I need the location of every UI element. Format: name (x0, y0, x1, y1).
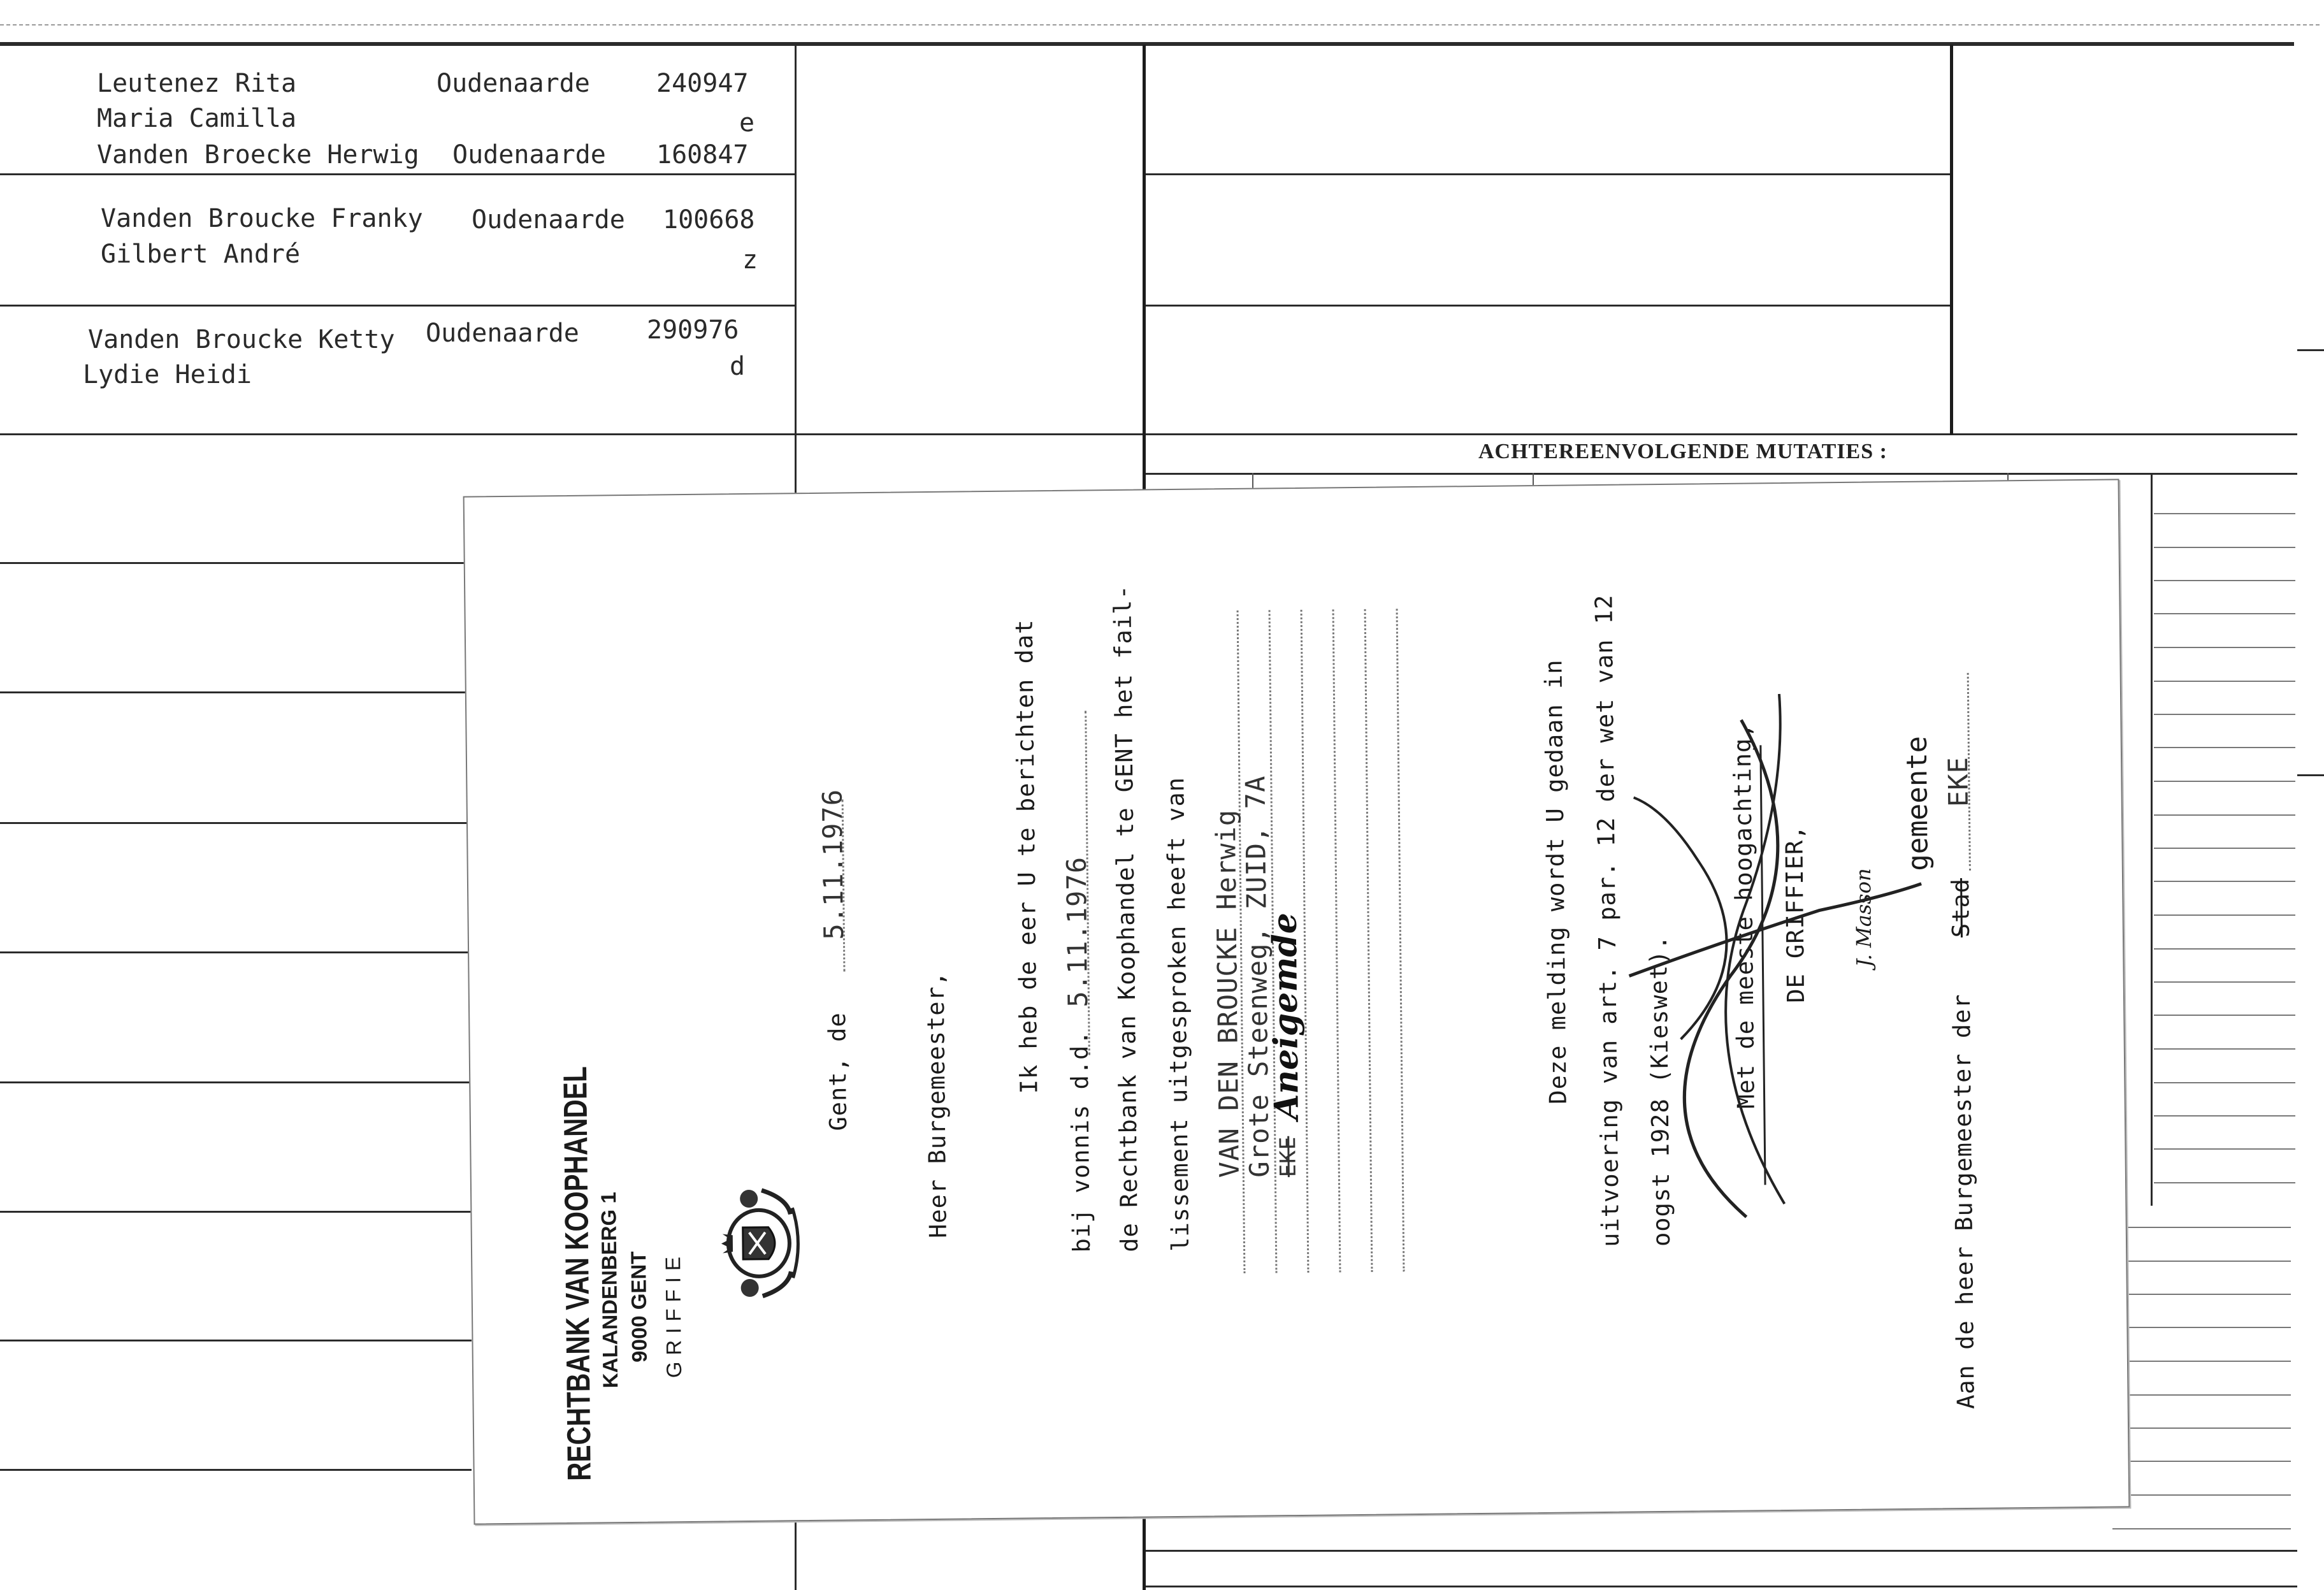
bankrupt-name: VAN DEN BROUCKE Herwig (1209, 809, 1245, 1178)
row-divider (0, 173, 797, 175)
row-divider (0, 691, 472, 693)
row-divider (0, 1211, 472, 1213)
row-divider (1144, 1586, 2297, 1587)
entry-place: Oudenaarde (437, 69, 590, 98)
entry-name: Vanden Broucke Ketty (88, 325, 395, 354)
entry-date: 290976 (647, 315, 739, 345)
entry-place: Oudenaarde (472, 205, 625, 235)
ledger-line (2112, 1394, 2291, 1396)
ledger-line (2112, 1361, 2291, 1362)
row-divider (0, 822, 472, 824)
ledger-line (2154, 580, 2295, 581)
entry-place: Oudenaarde (452, 140, 606, 170)
column-line (1950, 45, 1953, 435)
addressee-struck: Stad (1947, 878, 1975, 938)
ledger-line (2154, 914, 2295, 916)
ledger-line (2112, 1461, 2291, 1462)
entry-code: z (742, 245, 758, 275)
row-divider (1144, 173, 1950, 175)
handwritten-signature-icon (1550, 667, 1938, 1245)
ledger-line (2112, 1427, 2291, 1429)
entry-name: Vanden Broecke Herwig (97, 140, 419, 170)
signatory-name: J. Masson (1851, 868, 1877, 967)
court-street: KALANDENBERG 1 (596, 1192, 623, 1389)
ledger-line (2154, 647, 2295, 648)
row-divider (1144, 1550, 2297, 1552)
entry-code: e (739, 108, 755, 138)
ledger-line (2112, 1327, 2291, 1328)
signatory-title: DE GRIFFIER, (1780, 825, 1810, 1004)
addressee-value: EKE (1942, 756, 1974, 807)
court-notice (463, 479, 2130, 1524)
row-divider (0, 1081, 472, 1083)
body-line-2-prefix: bij vonnis d.d. (1065, 1030, 1096, 1253)
notice-line-1: Deze melding wordt U gedaan in (1540, 659, 1572, 1104)
ledger-line (2154, 747, 2295, 748)
entry-name: Lydie Heidi (83, 360, 252, 389)
court-city: 9000 GENT (626, 1251, 651, 1363)
ledger-line (2154, 1182, 2295, 1183)
addressee-gemeente: gemeente (1900, 735, 1935, 872)
margin-mark (2297, 349, 2324, 351)
fill-dotline (1396, 609, 1405, 1271)
verdict-date-value: 5.11.1976 (1060, 856, 1094, 1008)
ledger-line (2154, 513, 2295, 514)
row-divider (1144, 305, 1950, 307)
ledger-line (2154, 547, 2295, 548)
column-line (2151, 473, 2153, 1206)
body-line-1: Ik heb de eer U te berichten dat (1010, 619, 1043, 1094)
ledger-line (2112, 1261, 2291, 1262)
scan-edge-top (0, 24, 2320, 25)
bankrupt-city-handwritten: Aneigemde (1265, 912, 1306, 1120)
entry-name: Leutenez Rita (97, 69, 297, 98)
entry-date: 100668 (663, 205, 755, 235)
body-line-4: lissement uitgesproken heeft van (1162, 776, 1195, 1252)
row-divider (1144, 433, 2297, 435)
entry-name: Gilbert André (101, 240, 301, 269)
fill-dotline (1332, 609, 1341, 1272)
notice-line-2: uitvoering van art. 7 par. 12 der wet van 12 (1590, 594, 1625, 1248)
row-divider (0, 1340, 472, 1341)
ledger-line (2154, 814, 2295, 816)
row-divider (0, 951, 472, 953)
ledger-line (2154, 881, 2295, 882)
ledger-line (2112, 1528, 2291, 1529)
row-divider (0, 1469, 472, 1471)
court-office: GRIFFIE (661, 1250, 686, 1378)
bankrupt-city-struck: EKE (1275, 1136, 1301, 1178)
ledger-line (2154, 981, 2295, 983)
ledger-line (2154, 1082, 2295, 1083)
place-date-label: Gent, de (823, 1012, 853, 1131)
body-line-3: de Rechtbank van Koophandel te GENT het fail- (1109, 584, 1144, 1252)
ledger-line (2154, 1115, 2295, 1117)
bankrupt-address: Grote Steenweg, ZUID, 7A (1239, 775, 1275, 1178)
ledger-line (2112, 1494, 2291, 1496)
entry-place: Oudenaarde (426, 319, 579, 348)
notice-line-3: oogst 1928 (Kieswet). (1644, 935, 1676, 1247)
ledger-line (2154, 1148, 2295, 1150)
ledger-line (2112, 1294, 2291, 1295)
row-divider (0, 562, 472, 564)
closing: Met de meeste hoogachting, (1728, 723, 1760, 1109)
ledger-line (2154, 681, 2295, 682)
entry-date: 240947 (656, 69, 749, 98)
ledger-line (2154, 1015, 2295, 1016)
ledger-line (2154, 714, 2295, 715)
salutation: Heer Burgemeester, (921, 971, 952, 1239)
addressee-prefix: Aan de heer Burgemeester der (1947, 994, 1980, 1410)
mutaties-title: ACHTEREENVOLGENDE MUTATIES : (1478, 440, 1887, 463)
row-divider (0, 305, 797, 307)
place-date-value: 5.11.1976 (816, 788, 849, 940)
ledger-line (2112, 1227, 2291, 1228)
ledger-line (2154, 948, 2295, 950)
coat-of-arms-icon (717, 1182, 801, 1304)
entry-name: Maria Camilla (97, 104, 297, 133)
fill-dotline (1364, 609, 1373, 1272)
court-name: RECHTBANK VAN KOOPHANDEL (557, 1066, 598, 1482)
entry-code: d (730, 352, 746, 381)
notice-content (465, 480, 2129, 1523)
ledger-line (2154, 848, 2295, 849)
mutaties-header-line (1144, 473, 2297, 475)
entry-name: Vanden Broucke Franky (101, 204, 423, 233)
ledger-line (2154, 781, 2295, 782)
ledger-line (2154, 1048, 2295, 1050)
ledger-line (2154, 613, 2295, 614)
margin-mark (2297, 774, 2324, 776)
row-divider (0, 433, 1144, 435)
entry-date: 160847 (656, 140, 749, 170)
